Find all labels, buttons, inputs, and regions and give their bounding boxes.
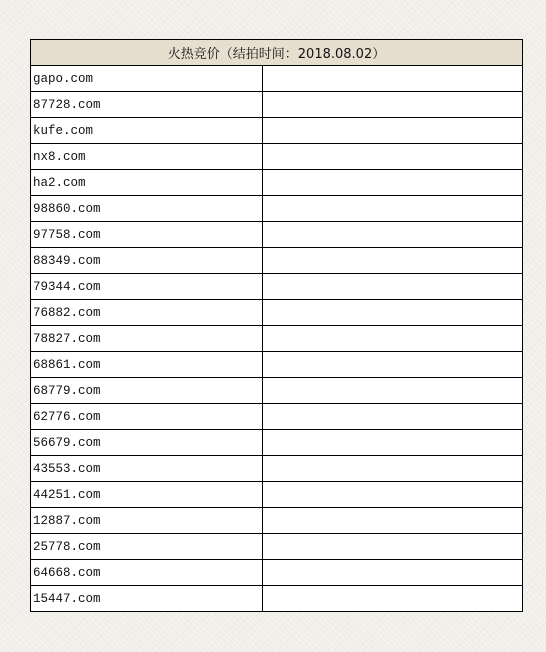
empty-value-cell — [263, 586, 523, 612]
domain-name-cell: kufe.com — [31, 118, 263, 144]
table-title: 火热竞价（结拍时间：2018.08.02） — [31, 40, 523, 66]
domain-name-cell: 64668.com — [31, 560, 263, 586]
table-row — [31, 274, 523, 300]
domain-name-cell: 15447.com — [31, 586, 263, 612]
table-row — [31, 482, 523, 508]
domain-name-cell: 88349.com — [31, 248, 263, 274]
empty-value-cell — [263, 430, 523, 456]
empty-value-cell — [263, 508, 523, 534]
empty-value-cell — [263, 534, 523, 560]
domain-name-cell: 79344.com — [31, 274, 263, 300]
empty-value-cell — [263, 222, 523, 248]
domain-name-cell: nx8.com — [31, 144, 263, 170]
table-body — [31, 66, 523, 612]
domain-name-cell: 12887.com — [31, 508, 263, 534]
empty-value-cell — [263, 560, 523, 586]
domain-name-cell: 76882.com — [31, 300, 263, 326]
table-row — [31, 196, 523, 222]
empty-value-cell — [263, 248, 523, 274]
table-row — [31, 534, 523, 560]
table-header-row — [31, 40, 523, 66]
empty-value-cell — [263, 404, 523, 430]
table-row — [31, 170, 523, 196]
empty-value-cell — [263, 378, 523, 404]
table-row — [31, 118, 523, 144]
empty-value-cell — [263, 196, 523, 222]
domain-name-cell: 43553.com — [31, 456, 263, 482]
table-row — [31, 222, 523, 248]
domain-name-cell: 44251.com — [31, 482, 263, 508]
empty-value-cell — [263, 118, 523, 144]
empty-value-cell — [263, 92, 523, 118]
table-row — [31, 248, 523, 274]
table-row — [31, 300, 523, 326]
table-row — [31, 352, 523, 378]
domain-name-cell: 62776.com — [31, 404, 263, 430]
domain-name-cell: gapo.com — [31, 66, 263, 92]
domain-name-cell: 25778.com — [31, 534, 263, 560]
domain-auction-table — [30, 39, 523, 612]
table-row — [31, 378, 523, 404]
empty-value-cell — [263, 326, 523, 352]
empty-value-cell — [263, 274, 523, 300]
empty-value-cell — [263, 144, 523, 170]
empty-value-cell — [263, 456, 523, 482]
table-row — [31, 326, 523, 352]
table-row — [31, 456, 523, 482]
domain-name-cell: 68779.com — [31, 378, 263, 404]
table-row — [31, 560, 523, 586]
domain-name-cell: 68861.com — [31, 352, 263, 378]
empty-value-cell — [263, 482, 523, 508]
empty-value-cell — [263, 352, 523, 378]
empty-value-cell — [263, 66, 523, 92]
empty-value-cell — [263, 300, 523, 326]
table-row — [31, 586, 523, 612]
table-row — [31, 66, 523, 92]
table-row — [31, 430, 523, 456]
domain-name-cell: 97758.com — [31, 222, 263, 248]
domain-name-cell: ha2.com — [31, 170, 263, 196]
table-row — [31, 144, 523, 170]
table-row — [31, 92, 523, 118]
domain-name-cell: 98860.com — [31, 196, 263, 222]
table-row — [31, 508, 523, 534]
table-row — [31, 404, 523, 430]
empty-value-cell — [263, 170, 523, 196]
domain-name-cell: 87728.com — [31, 92, 263, 118]
domain-name-cell: 78827.com — [31, 326, 263, 352]
domain-name-cell: 56679.com — [31, 430, 263, 456]
